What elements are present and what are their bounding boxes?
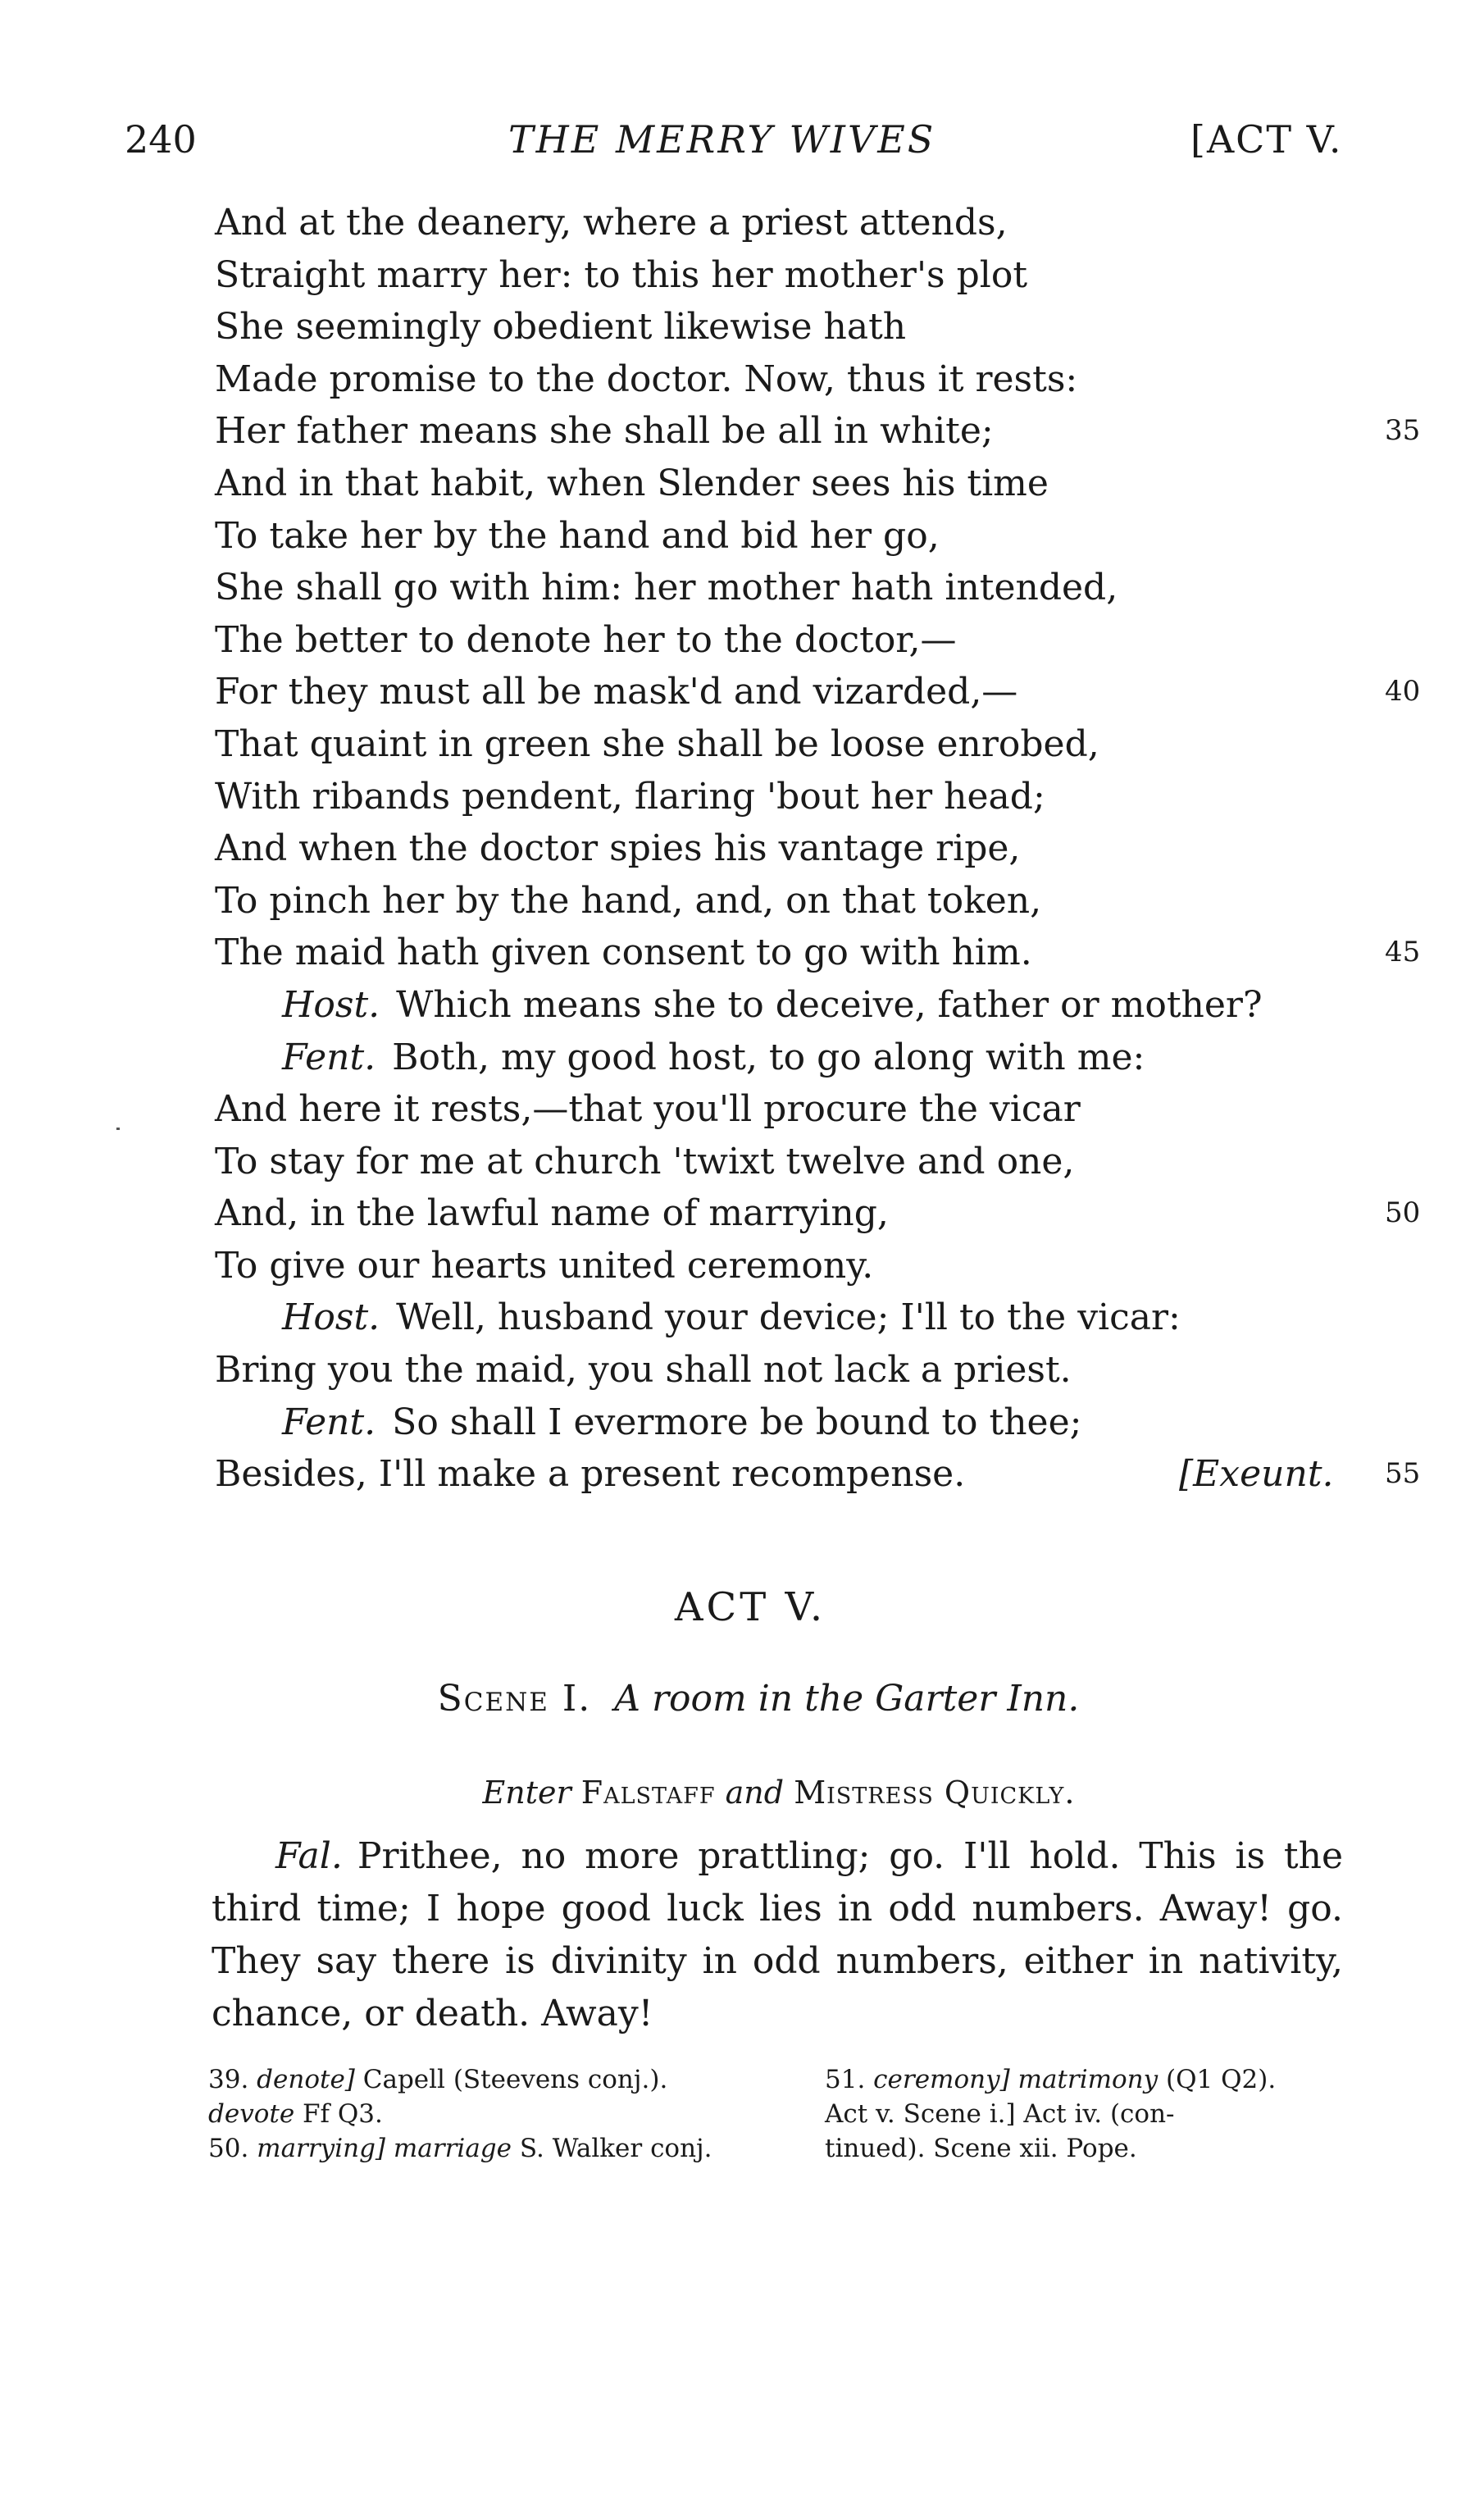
footnote-number: 51. <box>825 2065 866 2094</box>
verse-text: She seemingly obedient likewise hath <box>215 306 907 349</box>
verse-line <box>215 1032 1445 1084</box>
verse-text: Bring you the maid, you shall not lack a priest. <box>215 1349 1072 1392</box>
verse-line <box>215 718 1445 771</box>
footnote-text: (Q1 Q2). <box>1166 2065 1277 2094</box>
verse-text: She shall go with him: her mother hath intended, <box>215 567 1118 609</box>
verse-text: And here it rests,—that you'll procure the vicar <box>215 1088 1081 1131</box>
stage-direction-entrance <box>0 1770 1484 1816</box>
footnote-text: tinued). Scene xii. Pope. <box>825 2134 1137 2163</box>
footnote-ref: matrimony <box>1017 2065 1159 2094</box>
verse-line <box>215 666 1445 718</box>
line-number: 40 <box>1385 675 1421 709</box>
verse-text: The better to denote her to the doctor,— <box>215 618 957 661</box>
verse-text: To pinch her by the hand, and, on that token, <box>215 879 1042 922</box>
verse-text: To give our hearts united ceremony. <box>215 1244 874 1287</box>
verse-line <box>215 301 1445 353</box>
footnote-text: S. Walker conj. <box>519 2134 712 2163</box>
verse-line <box>215 1136 1445 1188</box>
verse-line <box>215 927 1445 979</box>
verse-line <box>215 1083 1445 1136</box>
scene-heading <box>0 1674 1484 1724</box>
verse-text: And when the doctor spies his vantage ripe, <box>215 827 1021 870</box>
verse-text: And, in the lawful name of marrying, <box>215 1192 889 1235</box>
footnote <box>825 2062 1366 2097</box>
line-number: 55 <box>1385 1457 1421 1491</box>
speaker-name: Host. <box>282 983 380 1026</box>
verse-line <box>215 510 1445 563</box>
prose-speech <box>212 1830 1343 2040</box>
speech-text: Prithee, no more prattling; go. I'll hold. This is the third time; I hope good luck lies in odd numbers. Away! go. They say there is divinity in odd numbers, either in nativity, chance, or death. Away! <box>212 1835 1343 2034</box>
verse-line <box>215 1397 1445 1449</box>
verse-text: To stay for me at church 'twixt twelve and one, <box>215 1140 1075 1182</box>
page-number: 240 <box>125 117 197 162</box>
act-marker: [ACT V. <box>1190 117 1343 162</box>
verse-line <box>215 405 1445 458</box>
entrance-name-quickly: Mistress Quickly. <box>794 1775 1076 1811</box>
verse-text: With ribands pendent, flaring 'bout her head; <box>215 775 1045 818</box>
entrance-name-falstaff: Falstaff <box>580 1775 716 1811</box>
scene-location: A room in the Garter Inn. <box>614 1678 1080 1720</box>
verse-line <box>215 1187 1445 1240</box>
footnote-ref: marriage <box>393 2134 512 2163</box>
verse-text: Which means she to deceive, father or mother? <box>396 983 1263 1026</box>
verse-text: Made promise to the doctor. Now, thus it rests: <box>215 358 1078 400</box>
verse-text: Well, husband your device; I'll to the vicar: <box>396 1296 1181 1339</box>
verse-text: Her father means she shall be all in white; <box>215 410 994 453</box>
verse-text: To take her by the hand and bid her go, <box>215 514 940 557</box>
line-number: 35 <box>1385 414 1421 448</box>
verse-text: That quaint in green she shall be loose enrobed, <box>215 722 1099 765</box>
verse-text: Straight marry her: to this her mother's plot <box>215 253 1028 296</box>
footnote <box>208 2062 782 2131</box>
verse-line <box>215 249 1445 302</box>
footnote <box>208 2131 782 2166</box>
verse-text: And in that habit, when Slender sees his time <box>215 462 1049 504</box>
ink-speck <box>116 1128 120 1130</box>
verse-line <box>215 614 1445 667</box>
verse-line <box>215 353 1445 406</box>
footnotes-right <box>825 2062 1366 2166</box>
verse-line <box>215 1448 1445 1501</box>
verse-text: For they must all be mask'd and vizarded,— <box>215 671 1018 713</box>
verse-line <box>215 979 1445 1032</box>
verse-line <box>215 562 1445 614</box>
verse-text: And at the deanery, where a priest attends, <box>215 202 1008 244</box>
verse-line <box>215 822 1445 875</box>
entrance-enter: Enter <box>482 1775 571 1811</box>
verse-line <box>215 771 1445 823</box>
verse-line <box>215 1344 1445 1397</box>
footnote-text: Capell (Steevens conj.). <box>362 2065 668 2094</box>
verse-text: The maid hath given consent to go with him. <box>215 932 1032 974</box>
footnote <box>825 2097 1366 2166</box>
footnote-ref: marrying] <box>257 2134 386 2163</box>
footnote-number: 50. <box>208 2134 249 2163</box>
footnote-text: Ff Q3. <box>303 2099 383 2129</box>
line-number: 45 <box>1385 936 1421 969</box>
footnote-ref: ceremony] <box>873 2065 1010 2094</box>
footnote-text: Act v. Scene i.] Act iv. (con- <box>825 2099 1175 2129</box>
entrance-and: and <box>725 1775 785 1811</box>
footnote-ref: denote] <box>257 2065 355 2094</box>
verse-line <box>215 875 1445 927</box>
verse-line <box>215 197 1445 249</box>
speaker-name: Fent. <box>282 1401 376 1443</box>
speaker-name: Fal. <box>275 1835 343 1877</box>
verse-text: Besides, I'll make a present recompense. <box>215 1453 966 1496</box>
verse-text: So shall I evermore be bound to thee; <box>392 1401 1082 1443</box>
speaker-name: Host. <box>282 1296 380 1339</box>
verse-line <box>215 1292 1445 1344</box>
stage-direction-exit: [Exeunt. <box>1179 1453 1334 1496</box>
footnotes-left <box>208 2062 782 2166</box>
verse-line <box>215 458 1445 510</box>
speaker-name: Fent. <box>282 1036 376 1078</box>
footnote-ref: devote <box>208 2099 295 2129</box>
verse-text: Both, my good host, to go along with me: <box>392 1036 1145 1078</box>
act-heading: ACT V. <box>674 1584 826 1630</box>
scene-label: Scene I. <box>437 1678 592 1720</box>
line-number: 50 <box>1385 1196 1421 1230</box>
verse-block <box>215 197 1445 1501</box>
verse-line <box>215 1240 1445 1292</box>
running-title: THE MERRY WIVES <box>508 117 936 162</box>
footnote-number: 39. <box>208 2065 249 2094</box>
